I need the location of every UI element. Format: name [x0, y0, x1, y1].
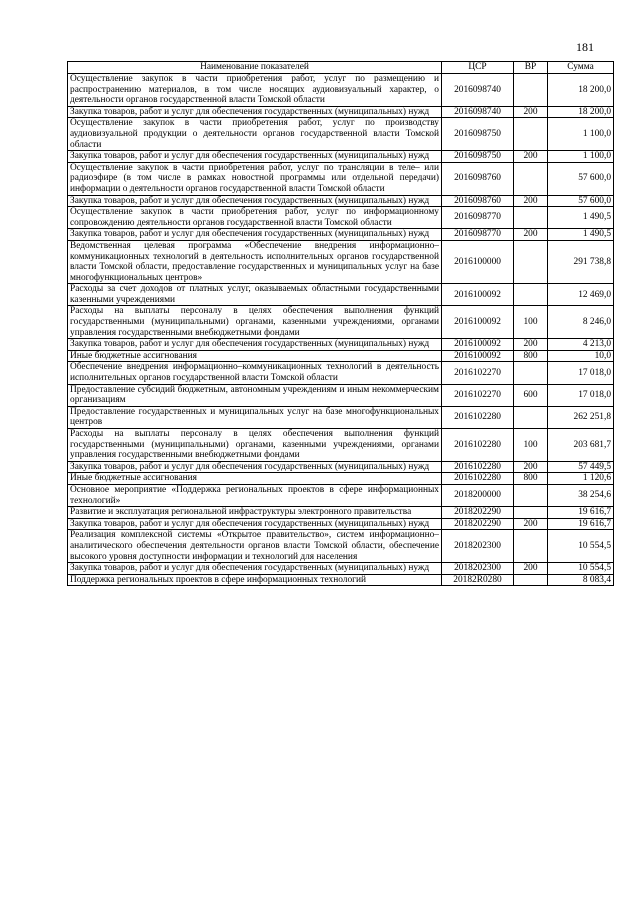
row-csr: 2016100092 [442, 306, 514, 339]
table-row [68, 106, 614, 118]
row-vr: 200 [514, 339, 548, 351]
table-row [68, 530, 614, 563]
row-sum: 10 554,5 [548, 530, 614, 563]
row-name: Иные бюджетные ассигнования [68, 350, 442, 362]
row-csr: 2016100092 [442, 350, 514, 362]
row-vr: 800 [514, 350, 548, 362]
row-name: Реализация комплексной системы «Открытое правительство», систем информационно–аналитического обеспечения деятельности органов власти Томской области, обеспечение высокого уровня доступности информации и технологий для населения [68, 530, 442, 563]
table-row [68, 563, 614, 575]
table-row [68, 350, 614, 362]
row-name: Расходы на выплаты персоналу в целях обеспечения выполнения функций государственными (муниципальными) органами, казенными учреждениями, органами управления государственными внебюджетными фондами [68, 306, 442, 339]
row-csr: 2016098750 [442, 118, 514, 151]
row-name: Осуществление закупок в части приобретения работ, услуг по информационному сопровождению деятельности органов государственной власти Томской области [68, 207, 442, 229]
row-sum: 10 554,5 [548, 563, 614, 575]
row-csr: 2016102280 [442, 473, 514, 485]
row-name: Закупка товаров, работ и услуг для обеспечения государственных (муниципальных) нужд [68, 461, 442, 473]
row-vr [514, 484, 548, 506]
row-name: Расходы на выплаты персоналу в целях обеспечения выполнения функций государственными (муниципальными) органами, казенными учреждениями, органами управления государственными внебюджетными фондами [68, 429, 442, 462]
table-row [68, 74, 614, 107]
row-csr: 2016100000 [442, 240, 514, 283]
row-vr: 200 [514, 151, 548, 163]
row-sum: 8 083,4 [548, 574, 614, 586]
row-csr: 2018200000 [442, 484, 514, 506]
table-row [68, 229, 614, 241]
table-row [68, 484, 614, 506]
row-vr: 200 [514, 518, 548, 530]
row-vr [514, 362, 548, 384]
table-row [68, 118, 614, 151]
row-sum: 38 254,6 [548, 484, 614, 506]
row-csr: 2016102280 [442, 461, 514, 473]
row-vr [514, 162, 548, 195]
row-csr: 2016098770 [442, 207, 514, 229]
row-vr [514, 284, 548, 306]
row-vr [514, 240, 548, 283]
row-vr: 100 [514, 306, 548, 339]
row-sum: 19 616,7 [548, 518, 614, 530]
row-csr: 2016098750 [442, 151, 514, 163]
row-vr [514, 118, 548, 151]
row-name: Закупка товаров, работ и услуг для обеспечения государственных (муниципальных) нужд [68, 518, 442, 530]
row-sum: 18 200,0 [548, 106, 614, 118]
row-name: Осуществление закупок в части приобретения работ, услуг по производству аудиовизуальной продукции о деятельности органов государственной власти Томской области [68, 118, 442, 151]
row-vr [514, 74, 548, 107]
row-csr: 2016102270 [442, 384, 514, 406]
row-sum: 8 246,0 [548, 306, 614, 339]
row-sum: 10,0 [548, 350, 614, 362]
table-header-row [68, 62, 614, 74]
row-name: Обеспечение внедрения информационно–коммуникационных технологий в деятельность исполнительных органов государственной власти Томской области [68, 362, 442, 384]
table-row [68, 339, 614, 351]
row-vr [514, 207, 548, 229]
row-sum: 1 490,5 [548, 207, 614, 229]
row-sum: 17 018,0 [548, 384, 614, 406]
table-row [68, 429, 614, 462]
row-name: Предоставление государственных и муниципальных услуг на базе многофункциональных центров [68, 406, 442, 428]
table-row [68, 151, 614, 163]
row-vr: 200 [514, 106, 548, 118]
header-csr: ЦСР [442, 62, 514, 74]
row-csr: 2018202290 [442, 518, 514, 530]
table-row [68, 507, 614, 519]
row-vr: 600 [514, 384, 548, 406]
row-name: Основное мероприятие «Поддержка региональных проектов в сфере информационных технологий» [68, 484, 442, 506]
row-sum: 19 616,7 [548, 507, 614, 519]
table-row [68, 473, 614, 485]
row-name: Развитие и эксплуатация региональной инфраструктуры электронного правительства [68, 507, 442, 519]
table-row [68, 306, 614, 339]
row-csr: 2016102270 [442, 362, 514, 384]
row-sum: 262 251,8 [548, 406, 614, 428]
row-csr: 2018202300 [442, 563, 514, 575]
row-name: Закупка товаров, работ и услуг для обеспечения государственных (муниципальных) нужд [68, 563, 442, 575]
row-vr [514, 574, 548, 586]
row-csr: 2016100092 [442, 284, 514, 306]
row-csr: 20182R0280 [442, 574, 514, 586]
table-row [68, 207, 614, 229]
row-sum: 18 200,0 [548, 74, 614, 107]
row-csr: 2016098760 [442, 195, 514, 207]
row-sum: 4 213,0 [548, 339, 614, 351]
row-name: Закупка товаров, работ и услуг для обеспечения государственных (муниципальных) нужд [68, 106, 442, 118]
page-number: 181 [576, 40, 594, 54]
row-vr [514, 406, 548, 428]
row-sum: 1 100,0 [548, 151, 614, 163]
row-vr: 800 [514, 473, 548, 485]
row-sum: 1 490,5 [548, 229, 614, 241]
row-csr: 2016098740 [442, 74, 514, 107]
row-sum: 1 120,6 [548, 473, 614, 485]
row-sum: 12 469,0 [548, 284, 614, 306]
table-row [68, 284, 614, 306]
table-row [68, 240, 614, 283]
row-name: Ведомственная целевая программа «Обеспечение внедрения информационно–коммуникационных технологий в деятельность исполнительных органов государственной власти Томской области, предоставление государственных и муниципальных услуг на базе многофункциональных центров» [68, 240, 442, 283]
row-csr: 2016098760 [442, 162, 514, 195]
row-name: Предоставление субсидий бюджетным, автономным учреждениям и иным некоммерческим организациям [68, 384, 442, 406]
row-csr: 2016098770 [442, 229, 514, 241]
budget-table [67, 61, 614, 586]
row-name: Закупка товаров, работ и услуг для обеспечения государственных (муниципальных) нужд [68, 339, 442, 351]
row-sum: 57 600,0 [548, 195, 614, 207]
table-row [68, 162, 614, 195]
row-name: Иные бюджетные ассигнования [68, 473, 442, 485]
header-sum: Сумма [548, 62, 614, 74]
table-row [68, 518, 614, 530]
row-sum: 291 738,8 [548, 240, 614, 283]
row-sum: 17 018,0 [548, 362, 614, 384]
row-csr: 2018202290 [442, 507, 514, 519]
row-name: Закупка товаров, работ и услуг для обеспечения государственных (муниципальных) нужд [68, 229, 442, 241]
row-csr: 2016098740 [442, 106, 514, 118]
table-row [68, 461, 614, 473]
row-csr: 2018202300 [442, 530, 514, 563]
row-vr [514, 530, 548, 563]
row-sum: 1 100,0 [548, 118, 614, 151]
row-sum: 57 600,0 [548, 162, 614, 195]
row-name: Осуществление закупок в части приобретения работ, услуг по размещению и распространению материалов, в том числе носящих аудиовизуальный характер, о деятельности органов государственной власти Томской области [68, 74, 442, 107]
row-vr: 200 [514, 563, 548, 575]
table-body [68, 74, 614, 586]
table-row [68, 574, 614, 586]
row-sum: 57 449,5 [548, 461, 614, 473]
row-csr: 2016100092 [442, 339, 514, 351]
row-vr: 100 [514, 429, 548, 462]
header-name: Наименование показателей [68, 62, 442, 74]
table-row [68, 384, 614, 406]
table-row [68, 195, 614, 207]
row-name: Поддержка региональных проектов в сфере информационных технологий [68, 574, 442, 586]
table-row [68, 362, 614, 384]
row-vr: 200 [514, 461, 548, 473]
row-name: Закупка товаров, работ и услуг для обеспечения государственных (муниципальных) нужд [68, 195, 442, 207]
row-name: Осуществление закупок в части приобретения работ, услуг по трансляции в теле– или радиоэфире (в том числе в рамках новостной программы или отдельной передачи) информации о деятельности органов государственной власти Томской области [68, 162, 442, 195]
row-sum: 203 681,7 [548, 429, 614, 462]
row-vr: 200 [514, 229, 548, 241]
row-name: Расходы за счет доходов от платных услуг, оказываемых областными государственными казенными учреждениями [68, 284, 442, 306]
row-vr [514, 507, 548, 519]
header-vr: ВР [514, 62, 548, 74]
row-vr: 200 [514, 195, 548, 207]
table-row [68, 406, 614, 428]
row-csr: 2016102280 [442, 429, 514, 462]
row-name: Закупка товаров, работ и услуг для обеспечения государственных (муниципальных) нужд [68, 151, 442, 163]
row-csr: 2016102280 [442, 406, 514, 428]
